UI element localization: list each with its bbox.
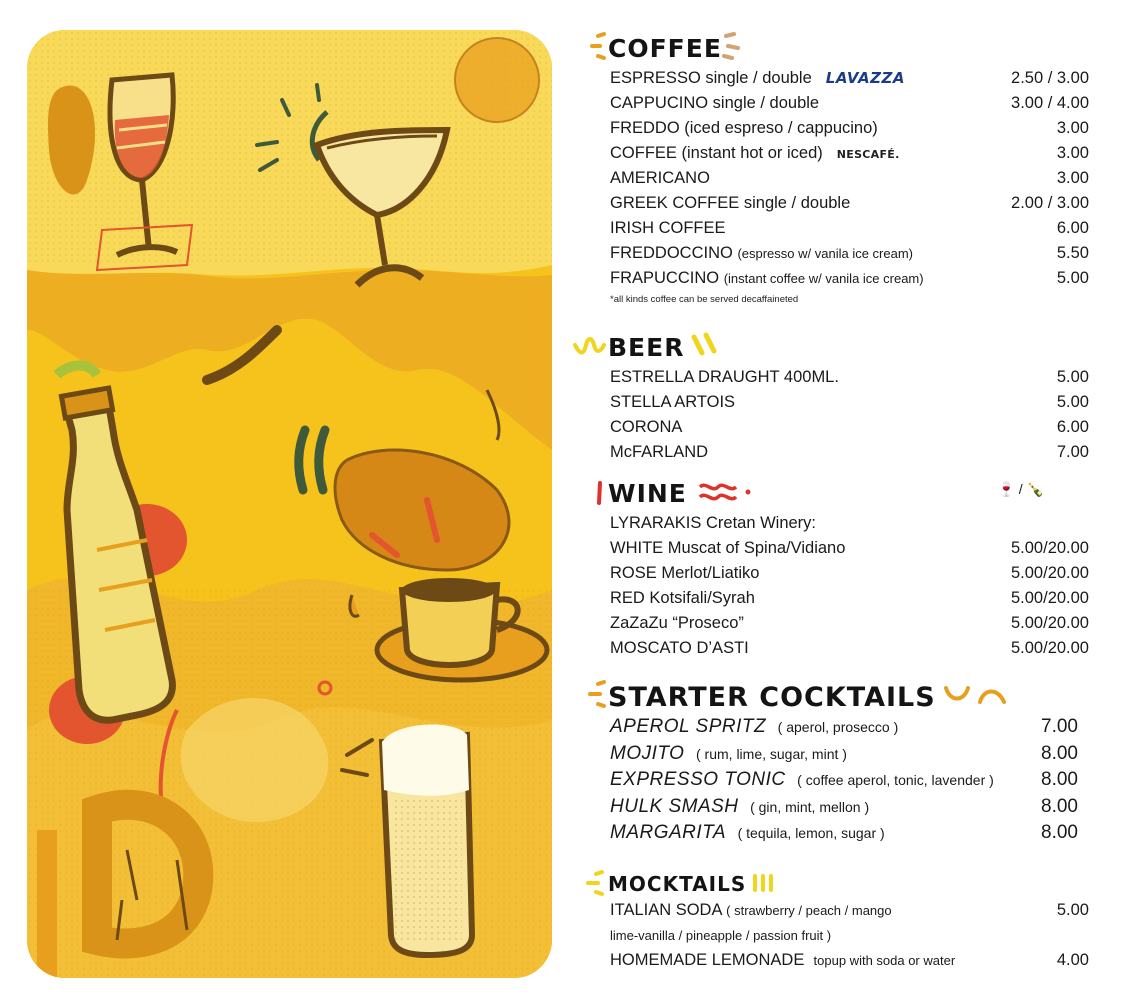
item-name: AMERICANO	[610, 169, 710, 187]
beer-title: BEER	[608, 333, 685, 362]
slash-decoration-icon	[690, 331, 724, 361]
winery-label	[580, 511, 1100, 536]
cocktails-title: STARTER COCKTAILS	[608, 682, 936, 713]
item-name: FREDDOCCINO	[610, 244, 733, 262]
item-price: 3.00	[1056, 169, 1089, 187]
item-note: ( aperol, prosecco )	[777, 719, 899, 735]
item-note: lime-vanilla / pineapple / passion fruit )	[610, 928, 832, 943]
item-name: STELLA ARTOIS	[610, 393, 736, 411]
menu-item	[580, 166, 1100, 191]
item-price: 8.00	[1041, 742, 1078, 764]
menu-item	[580, 141, 1100, 166]
item-name: COFFEE (instant hot or iced)	[610, 144, 823, 162]
cocktails-section	[580, 680, 1100, 847]
menu-item	[580, 241, 1100, 266]
mocktails-title: MOCKTAILS	[608, 872, 747, 896]
item-name: FRAPUCCINO	[610, 269, 720, 287]
item-name: LYRARAKIS Cretan Winery:	[610, 514, 817, 532]
decaf-footnote: *all kinds coffee can be served decaffaineted	[610, 294, 799, 305]
item-note: (espresso w/ vanila ice cream)	[737, 246, 913, 261]
menu-item	[580, 948, 1100, 973]
item-name: ESTRELLA DRAUGHT 400ML.	[610, 368, 839, 386]
item-price: 7.00	[1041, 716, 1078, 737]
item-price: 5.00/20.00	[1011, 614, 1089, 632]
menu-item	[580, 898, 1100, 923]
item-price: 5.00/20.00	[1011, 639, 1089, 657]
item-price: 5.00	[1056, 368, 1089, 386]
coffee-title: COFFEE	[608, 34, 722, 63]
menu-item	[580, 415, 1100, 440]
item-name: RED Kotsifali/Syrah	[610, 589, 755, 607]
item-price: 2.50 / 3.00	[1011, 69, 1089, 87]
item-price: 6.00	[1056, 219, 1089, 237]
item-price: 5.00	[1056, 269, 1089, 287]
item-name: ROSE Merlot/Liatiko	[610, 564, 760, 582]
menu-item	[580, 216, 1100, 241]
item-price: 4.00	[1056, 951, 1089, 969]
wine-title: WINE	[608, 479, 687, 508]
item-name: IRISH COFFEE	[610, 219, 726, 237]
menu-item	[580, 440, 1100, 465]
drinks-illustration	[27, 30, 552, 978]
menu-item	[580, 820, 1100, 847]
wave-decoration-icon	[698, 477, 754, 507]
item-name: HOMEMADE LEMONADE	[610, 951, 805, 969]
item-price: 5.00/20.00	[1011, 539, 1089, 557]
item-price: 3.00	[1056, 119, 1089, 137]
menu-item-continued	[580, 923, 1100, 948]
menu-item	[580, 116, 1100, 141]
item-price: 5.00/20.00	[1011, 564, 1089, 582]
item-price: 3.00	[1056, 144, 1089, 162]
item-note: ( coffee aperol, tonic, lavender )	[797, 772, 994, 788]
item-price: 5.50	[1056, 244, 1089, 262]
glass-bottle-icons: 🍷 / 🍾	[997, 481, 1044, 497]
item-price: 8.00	[1041, 822, 1078, 843]
menu-item	[580, 794, 1100, 821]
menu-item	[580, 390, 1100, 415]
item-name: McFARLAND	[610, 443, 709, 461]
item-price: 8.00	[1041, 769, 1078, 790]
item-note: ( strawberry / peach / mango	[726, 903, 892, 918]
beer-section	[580, 331, 1100, 465]
menu-item	[580, 636, 1100, 661]
item-price: 5.00	[1056, 393, 1089, 411]
item-price: 5.00/20.00	[1011, 589, 1089, 607]
item-note: (instant coffee w/ vanila ice cream)	[723, 271, 924, 286]
dash-decoration-icon	[588, 680, 610, 710]
item-price: 8.00	[1041, 795, 1078, 817]
menu-item	[580, 586, 1100, 611]
dash-decoration-icon	[722, 32, 744, 62]
item-price: 3.00 / 4.00	[1011, 94, 1089, 112]
item-name: EXPRESSO TONIC	[610, 769, 786, 790]
menu-item	[580, 91, 1100, 116]
curve-decoration-icon	[942, 680, 1012, 710]
dash-decoration-icon	[586, 870, 608, 898]
item-name: ZaZaZu “Proseco”	[610, 614, 744, 632]
item-name: ITALIAN SODA	[610, 901, 722, 919]
menu-item	[580, 536, 1100, 561]
item-name: GREEK COFFEE single / double	[610, 194, 851, 212]
menu-item	[580, 741, 1100, 768]
item-note: ( rum, lime, sugar, mint )	[696, 745, 847, 762]
item-name: MOJITO	[610, 742, 685, 764]
item-name: HULK SMASH	[610, 795, 739, 817]
menu-item	[580, 561, 1100, 586]
menu-item	[580, 611, 1100, 636]
item-name: WHITE Muscat of Spina/Vidiano	[610, 539, 846, 557]
item-price: 7.00	[1056, 443, 1089, 461]
menu-item	[580, 266, 1100, 291]
item-price: 6.00	[1056, 418, 1089, 436]
item-price: 5.00	[1056, 901, 1089, 919]
menu-item	[580, 365, 1100, 390]
menu-item	[580, 714, 1100, 741]
mocktails-section	[580, 870, 1100, 973]
bars-decoration-icon	[750, 870, 784, 898]
menu-item	[580, 66, 1100, 91]
item-note: topup with soda or water	[813, 953, 956, 968]
item-name: CAPPUCINO single / double	[610, 94, 820, 112]
nescafe-logo: NESCAFÉ.	[836, 148, 900, 161]
wine-section	[580, 477, 1100, 661]
lavazza-logo: LAVAZZA	[825, 69, 905, 87]
bar-decoration-icon	[594, 477, 606, 507]
beer-glass-icon	[382, 725, 472, 955]
item-name: MOSCATO D’ASTI	[610, 639, 749, 657]
item-name: CORONA	[610, 418, 683, 436]
item-note: ( gin, mint, mellon )	[750, 798, 870, 815]
item-name: MARGARITA	[610, 822, 727, 843]
item-price: 2.00 / 3.00	[1011, 194, 1089, 212]
menu-item	[580, 767, 1100, 794]
drinks-menu	[580, 0, 1110, 1000]
squiggle-decoration-icon	[572, 331, 606, 361]
item-name: FREDDO (iced espreso / cappucino)	[610, 119, 878, 137]
item-name: APEROL SPRITZ	[610, 716, 767, 737]
coffee-section	[580, 32, 1100, 305]
item-name: ESPRESSO single / double	[610, 69, 812, 87]
menu-item	[580, 191, 1100, 216]
item-note: ( tequila, lemon, sugar )	[737, 825, 885, 841]
